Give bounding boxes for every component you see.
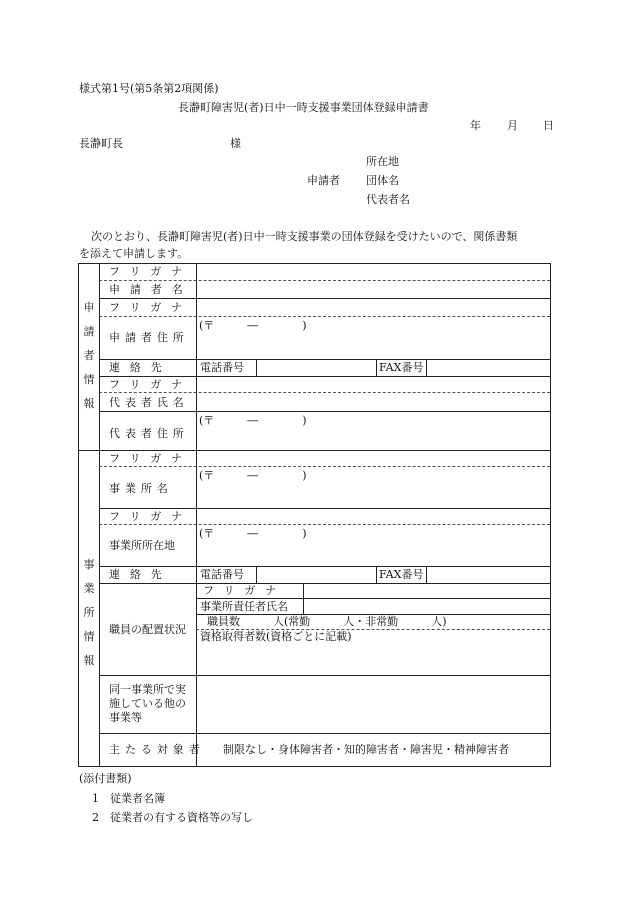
label-office-name: 事業所名 (109, 482, 173, 495)
label-applicant-name: 申請者名 (109, 283, 193, 296)
label-furigana: フリガナ (109, 378, 193, 391)
label-rep-name: 代表者氏名 (109, 396, 189, 409)
manager-name-label: 事業所責任者氏名 (200, 600, 288, 613)
staff-count-field[interactable]: 職員数 人(常勤 人・非常勤 人) (207, 615, 447, 628)
section-applicant-info (80, 296, 98, 416)
attachment-item: 従業者名簿 (110, 792, 165, 805)
form-number: 様式第1号(第5条第2項関係) (79, 82, 219, 95)
section-char: 申 (83, 301, 95, 314)
label-rep-address: 代表者住所 (109, 427, 189, 440)
label-furigana: フリガナ (109, 301, 193, 314)
application-table (78, 263, 551, 767)
attachments-heading: (添付書類) (79, 772, 132, 785)
staff-furigana-label: フリガナ (203, 584, 287, 597)
office-postal-field[interactable]: (〒 ― ) (199, 469, 307, 482)
section-char: 情 (83, 373, 95, 386)
section-char: 事 (83, 558, 95, 571)
label-other-business: 同一事業所で実施している他の事業等 (109, 683, 186, 724)
section-char: 情 (83, 630, 95, 643)
page-title: 長瀞町障害児(者)日中一時支援事業団体登録申請書 (178, 101, 429, 114)
section-char: 請 (83, 325, 95, 338)
addressee: 長瀞町長 (79, 137, 123, 150)
applicant-fax-label: FAX番号 (379, 361, 424, 374)
label-applicant-address: 申請者住所 (109, 331, 189, 344)
label-furigana: フリガナ (109, 452, 193, 465)
applicant-postal-field[interactable]: (〒 ― ) (199, 319, 307, 332)
label-furigana: フリガナ (109, 510, 193, 523)
label-target: 主たる対象者 (109, 743, 205, 756)
applicant-label: 申請者 (307, 174, 340, 187)
label-contact: 連絡先 (109, 361, 172, 374)
location-postal-field[interactable]: (〒 ― ) (199, 527, 307, 540)
section-char: 所 (83, 606, 95, 619)
section-business-info (80, 553, 98, 673)
section-char: 報 (83, 654, 95, 667)
label-staff-allocation: 職員の配置状況 (109, 623, 186, 636)
office-fax-label: FAX番号 (379, 568, 424, 581)
section-char: 報 (83, 397, 95, 410)
org-label: 団体名 (366, 174, 399, 187)
qualified-count-field[interactable]: 資格取得者数(資格ごとに記載) (200, 630, 352, 643)
honorific: 様 (230, 137, 241, 150)
rep-label: 代表者名 (366, 193, 410, 206)
section-char: 者 (83, 349, 95, 362)
intro-line-1: 次のとおり、長瀞町障害児(者)日中一時支援事業の団体登録を受けたいので、関係書類 (91, 230, 518, 243)
date-day: 日 (543, 119, 554, 132)
address-label: 所在地 (366, 155, 399, 168)
label-office-location: 事業所所在地 (109, 539, 175, 552)
target-options[interactable]: 制限なし・身体障害者・知的障害者・障害児・精神障害者 (223, 743, 509, 756)
attachment-item: 従業者の有する資格等の写し (110, 811, 253, 824)
intro-line-2: を添えて申請します。 (79, 247, 189, 260)
attachment-num: 2 (92, 811, 99, 824)
date-year: 年 (470, 119, 481, 132)
rep-postal-field[interactable]: (〒 ― ) (199, 414, 307, 427)
label-contact: 連絡先 (109, 568, 172, 581)
attachment-num: 1 (92, 792, 99, 805)
date-month: 月 (507, 119, 518, 132)
applicant-phone-label: 電話番号 (200, 361, 244, 374)
label-furigana: フリガナ (109, 265, 193, 278)
office-phone-label: 電話番号 (200, 568, 244, 581)
section-char: 業 (83, 582, 95, 595)
